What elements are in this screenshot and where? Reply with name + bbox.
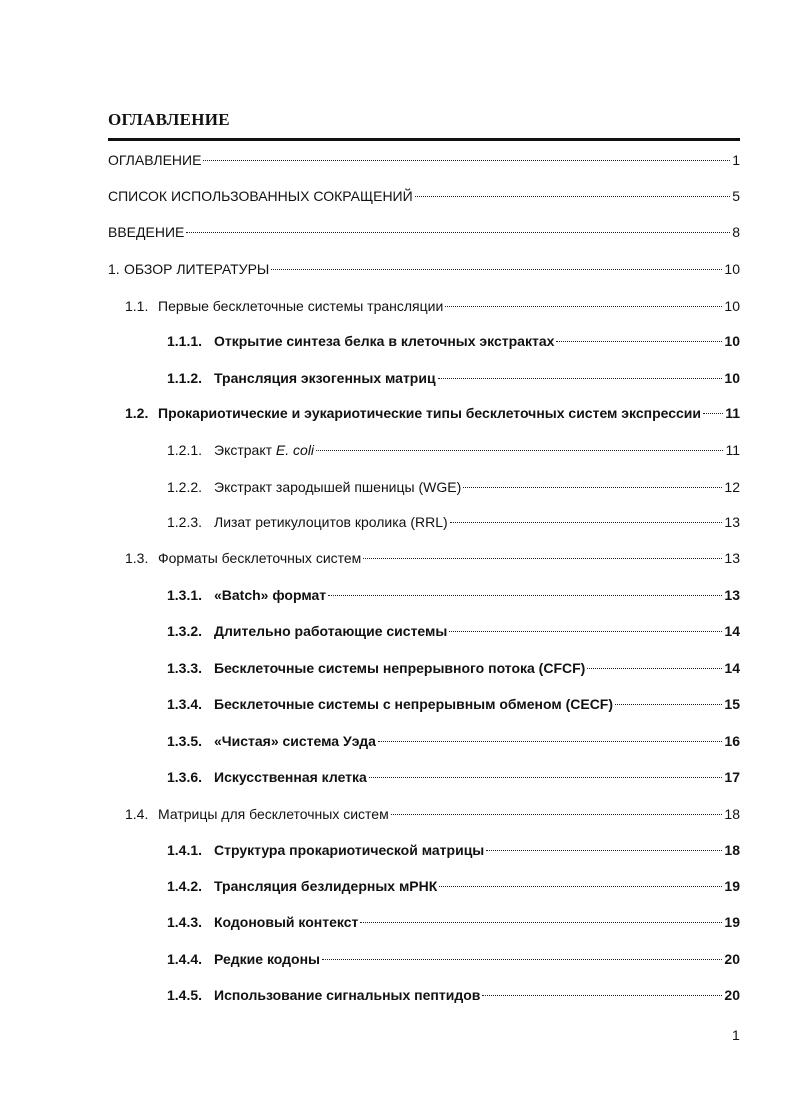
toc-entry-title: Редкие кодоны xyxy=(214,951,320,967)
toc-entry[interactable] xyxy=(167,369,740,387)
toc-leader xyxy=(186,232,730,233)
toc-entry[interactable] xyxy=(167,441,740,459)
toc-entry-page: 18 xyxy=(724,806,740,822)
toc-entry[interactable] xyxy=(167,659,740,677)
toc-entry-page: 15 xyxy=(724,696,740,712)
toc-entry-number: 1.2. xyxy=(125,405,149,421)
toc-entry-title-italic: E. coli xyxy=(275,442,315,458)
toc-entry-title: Открытие синтеза белка в клеточных экстрактах xyxy=(214,333,555,349)
page-number: 1 xyxy=(732,1027,740,1043)
toc-entry-number: 1.3.5. xyxy=(167,733,203,749)
toc-entry-title: Структура прокариотической матрицы xyxy=(214,842,485,858)
toc-entry[interactable] xyxy=(167,986,740,1004)
toc-entry-title: ОГЛАВЛЕНИЕ xyxy=(108,152,202,168)
toc-leader xyxy=(438,378,723,379)
toc-entry[interactable] xyxy=(167,732,740,750)
toc-entry-title xyxy=(214,441,314,459)
toc-leader xyxy=(363,558,722,559)
toc-leader xyxy=(316,450,723,451)
toc-leader xyxy=(203,160,730,161)
toc-entry-number: 1.2.1. xyxy=(167,442,203,458)
toc-entry-title: Форматы бесклеточных систем xyxy=(158,550,362,566)
toc-entry-page: 8 xyxy=(732,224,740,240)
toc-entry-title: Бесклеточные системы с непрерывным обменом (CECF) xyxy=(214,696,614,712)
toc-entry-number: 1.4.3. xyxy=(167,914,203,930)
toc-leader xyxy=(482,995,722,996)
toc-entry-page: 10 xyxy=(724,298,740,314)
toc-entry[interactable] xyxy=(167,695,740,713)
toc-entry-title: «Чистая» система Уэда xyxy=(214,733,376,749)
toc-entry[interactable] xyxy=(108,223,740,241)
toc-leader xyxy=(449,631,722,632)
toc-entry[interactable] xyxy=(108,187,740,205)
toc-leader xyxy=(271,269,722,270)
toc-entry-title-text: Экстракт xyxy=(214,442,276,458)
toc-leader xyxy=(556,341,722,342)
toc-entry[interactable] xyxy=(167,950,740,968)
toc-entry[interactable] xyxy=(125,549,740,567)
toc-entry[interactable] xyxy=(167,622,740,640)
toc-entry-number: 1.4.4. xyxy=(167,951,203,967)
toc-entry[interactable] xyxy=(167,768,740,786)
toc-leader xyxy=(703,413,723,414)
toc-leader xyxy=(391,814,723,815)
toc-entry-title: СПИСОК ИСПОЛЬЗОВАННЫХ СОКРАЩЕНИЙ xyxy=(108,188,413,204)
toc-entry-title: Первые бесклеточные системы трансляции xyxy=(158,298,444,314)
toc-entry-number: 1.3. xyxy=(125,550,149,566)
toc-entry-title: Кодоновый контекст xyxy=(214,914,359,930)
toc-entry-page: 10 xyxy=(724,370,740,386)
toc-leader xyxy=(322,959,722,960)
toc-entry-title: Длительно работающие системы xyxy=(214,623,448,639)
toc-entry-page: 20 xyxy=(724,951,740,967)
toc-entry-title: Экстракт зародышей пшеницы (WGE) xyxy=(214,479,462,495)
toc-entry-title: Прокариотические и эукариотические типы бесклеточных систем экспрессии xyxy=(158,405,702,421)
toc-entry-title: Трансляция безлидерных мРНК xyxy=(214,878,438,894)
toc-entry-title: «Batch» формат xyxy=(214,587,327,603)
toc-entry-page: 19 xyxy=(724,878,740,894)
toc-entry[interactable] xyxy=(125,297,740,315)
toc-entry-page: 5 xyxy=(732,188,740,204)
toc-entry-number: 1.4.5. xyxy=(167,987,203,1003)
toc-leader xyxy=(369,777,723,778)
toc-entry-number: 1.4. xyxy=(125,806,149,822)
toc-entry-number: 1. xyxy=(108,261,120,277)
toc-entry-number: 1.4.2. xyxy=(167,878,203,894)
toc-entry[interactable] xyxy=(125,805,740,823)
toc-entry-title: Искусственная клетка xyxy=(214,769,367,785)
toc-entry-title: Использование сигнальных пептидов xyxy=(214,987,481,1003)
toc-entry-number: 1.3.1. xyxy=(167,587,203,603)
toc-entry-page: 11 xyxy=(725,405,740,421)
toc-entry[interactable] xyxy=(167,877,740,895)
toc-entry-page: 16 xyxy=(724,733,740,749)
toc-entry[interactable] xyxy=(167,332,740,350)
toc-entry-page: 11 xyxy=(725,442,740,458)
toc-entry-page: 13 xyxy=(724,550,740,566)
toc-leader xyxy=(360,922,722,923)
toc-entry[interactable] xyxy=(125,404,740,422)
toc-entry[interactable] xyxy=(167,913,740,931)
toc-entry-number: 1.3.4. xyxy=(167,696,203,712)
toc-entry-page: 1 xyxy=(732,152,740,168)
toc-entry-page: 14 xyxy=(724,623,740,639)
toc-leader xyxy=(463,487,722,488)
toc-entry[interactable] xyxy=(167,513,740,531)
toc-entry-number: 1.1. xyxy=(125,298,149,314)
toc-entry-page: 13 xyxy=(724,514,740,530)
toc-entry-title: ОБЗОР ЛИТЕРАТУРЫ xyxy=(124,261,270,277)
toc-leader xyxy=(486,850,722,851)
toc-entry[interactable] xyxy=(108,260,740,278)
toc-entry[interactable] xyxy=(167,841,740,859)
toc-leader xyxy=(445,306,722,307)
toc-entry-page: 13 xyxy=(724,587,740,603)
toc-entry-page: 20 xyxy=(724,987,740,1003)
toc-entry-number: 1.1.2. xyxy=(167,370,203,386)
toc-entry-number: 1.3.3. xyxy=(167,660,203,676)
toc-entry-page: 18 xyxy=(724,842,740,858)
toc-entry-number: 1.3.6. xyxy=(167,769,203,785)
toc-leader xyxy=(415,196,731,197)
toc-entry-number: 1.4.1. xyxy=(167,842,203,858)
toc-leader xyxy=(450,522,723,523)
toc-leader xyxy=(615,704,722,705)
toc-entry-title: ВВЕДЕНИЕ xyxy=(108,224,185,240)
toc-leader xyxy=(378,741,723,742)
toc-entry-title: Матрицы для бесклеточных систем xyxy=(158,806,389,822)
toc-entry-number: 1.3.2. xyxy=(167,623,203,639)
toc-entry-page: 10 xyxy=(724,261,740,277)
toc-entry[interactable] xyxy=(167,586,740,604)
toc-entry-number: 1.2.3. xyxy=(167,514,203,530)
toc-entry-page: 17 xyxy=(724,769,740,785)
page-title: ОГЛАВЛЕНИЕ xyxy=(108,110,230,129)
toc-entry[interactable] xyxy=(108,151,740,169)
toc-entry-page: 10 xyxy=(724,333,740,349)
toc-entry-title: Лизат ретикулоцитов кролика (RRL) xyxy=(214,514,448,530)
toc-entry-number: 1.2.2. xyxy=(167,479,203,495)
toc-entry-page: 12 xyxy=(724,479,740,495)
toc-leader xyxy=(587,668,722,669)
toc-leader xyxy=(439,886,722,887)
toc-leader xyxy=(328,595,722,596)
toc-entry-title: Трансляция экзогенных матриц xyxy=(214,370,436,386)
heading-divider xyxy=(108,138,740,141)
toc-entry-page: 19 xyxy=(724,914,740,930)
toc-entry[interactable] xyxy=(167,478,740,496)
toc-entry-title: Бесклеточные системы непрерывного потока (CFCF) xyxy=(214,660,586,676)
toc-entry-page: 14 xyxy=(724,660,740,676)
toc-entry-number: 1.1.1. xyxy=(167,333,203,349)
